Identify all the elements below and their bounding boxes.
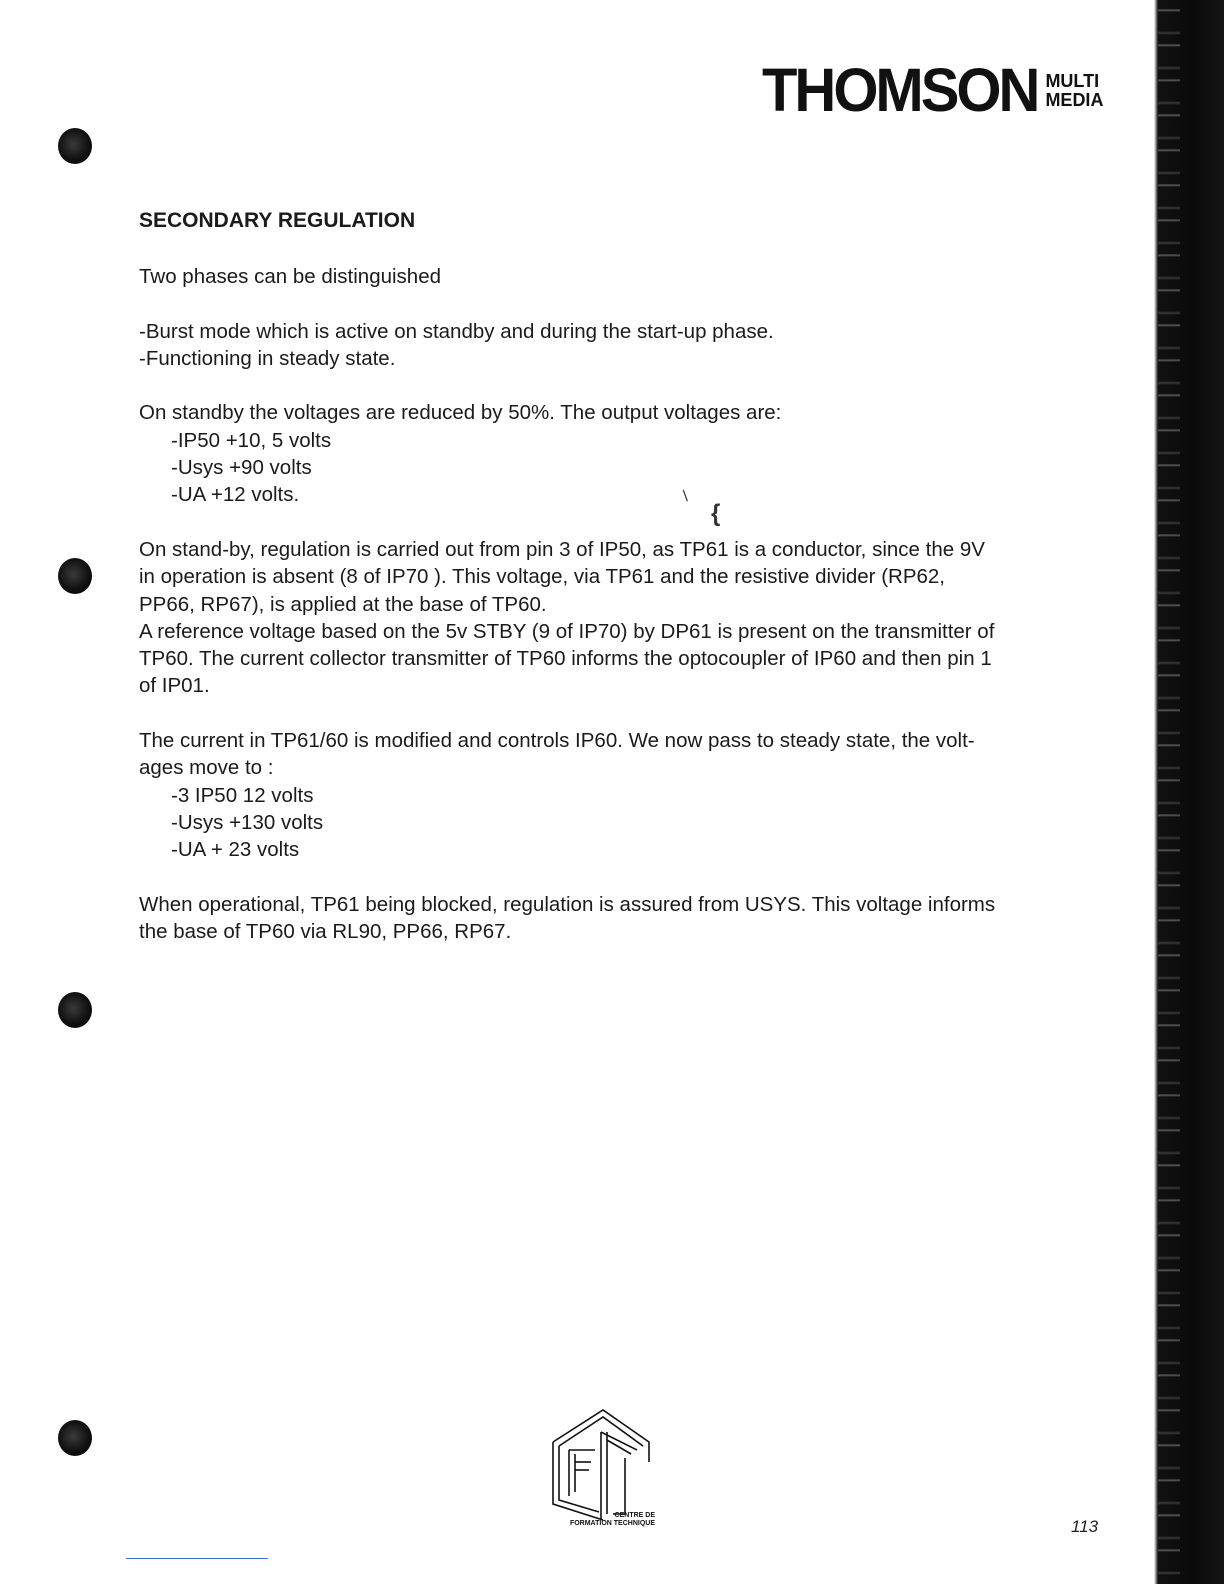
page-number: 113 bbox=[1071, 1517, 1099, 1536]
list-item: -UA + 23 volts bbox=[171, 838, 300, 862]
scan-mark: / bbox=[679, 488, 693, 505]
text-line: PP66, RP67), is applied at the base of TP60. bbox=[139, 592, 547, 616]
brand-subtitle bbox=[1045, 72, 1103, 110]
standby-regulation-paragraph bbox=[139, 536, 1099, 700]
intro-text: Two phases can be distinguished bbox=[139, 265, 442, 288]
cft-caption-line2: FORMATION TECHNIQUE bbox=[569, 1520, 655, 1527]
list-item: -Usys +130 volts bbox=[171, 810, 324, 834]
punch-hole bbox=[58, 992, 92, 1028]
punch-hole bbox=[58, 1420, 92, 1456]
list-item: -Usys +90 volts bbox=[171, 456, 312, 480]
text-line: ages move to : bbox=[139, 756, 274, 780]
intro-paragraph bbox=[139, 263, 1099, 290]
section-title: SECONDARY REGULATION bbox=[139, 209, 416, 232]
cft-caption-line1: CENTRE DE bbox=[614, 1512, 655, 1519]
list-item: -3 IP50 12 volts bbox=[171, 783, 314, 807]
text-line: The current in TP61/60 is modified and controls IP60. We now pass to steady state, the volt- bbox=[139, 729, 975, 753]
list-item: -UA +12 volts. bbox=[171, 483, 300, 507]
text-line: of IP01. bbox=[139, 674, 210, 698]
text-line: On stand-by, regulation is carried out from pin 3 of IP50, as TP61 is a conductor, since the 9V bbox=[139, 537, 985, 561]
text-line: the base of TP60 via RL90, PP66, RP67. bbox=[139, 920, 512, 944]
text-line: A reference voltage based on the 5v STBY (9 of IP70) by DP61 is present on the transmitter of bbox=[139, 619, 995, 643]
list-item: -IP50 +10, 5 volts bbox=[171, 428, 332, 452]
thomson-logo bbox=[762, 56, 1104, 125]
operational-paragraph bbox=[139, 891, 1099, 946]
punch-hole bbox=[58, 128, 92, 164]
scan-mark: { bbox=[711, 500, 721, 527]
phases-list bbox=[139, 318, 1099, 373]
scan-edge-strip bbox=[1152, 0, 1224, 1584]
steady-state-paragraph bbox=[139, 727, 1099, 863]
bottom-rule bbox=[126, 1558, 268, 1559]
standby-voltages-paragraph bbox=[139, 399, 1099, 508]
list-item: -Burst mode which is active on standby and during the start-up phase. bbox=[139, 319, 774, 343]
text-line: When operational, TP61 being blocked, regulation is assured from USYS. This voltage informs bbox=[139, 892, 996, 916]
cft-caption bbox=[545, 1512, 655, 1528]
standby-intro: On standby the voltages are reduced by 50%. The output voltages are: bbox=[139, 401, 782, 425]
text-line: TP60. The current collector transmitter of TP60 informs the optocoupler of IP60 and then pin 1 bbox=[139, 647, 992, 671]
brand-sub-top: MULTI bbox=[1045, 71, 1100, 91]
brand-name: THOMSON bbox=[762, 56, 1038, 125]
brand-sub-bottom: MEDIA bbox=[1045, 90, 1104, 110]
punch-hole bbox=[58, 558, 92, 594]
text-line: in operation is absent (8 of IP70 ). This voltage, via TP61 and the resistive divider (RP62, bbox=[139, 565, 946, 589]
document-body bbox=[139, 206, 1099, 973]
list-item: -Functioning in steady state. bbox=[139, 346, 396, 370]
